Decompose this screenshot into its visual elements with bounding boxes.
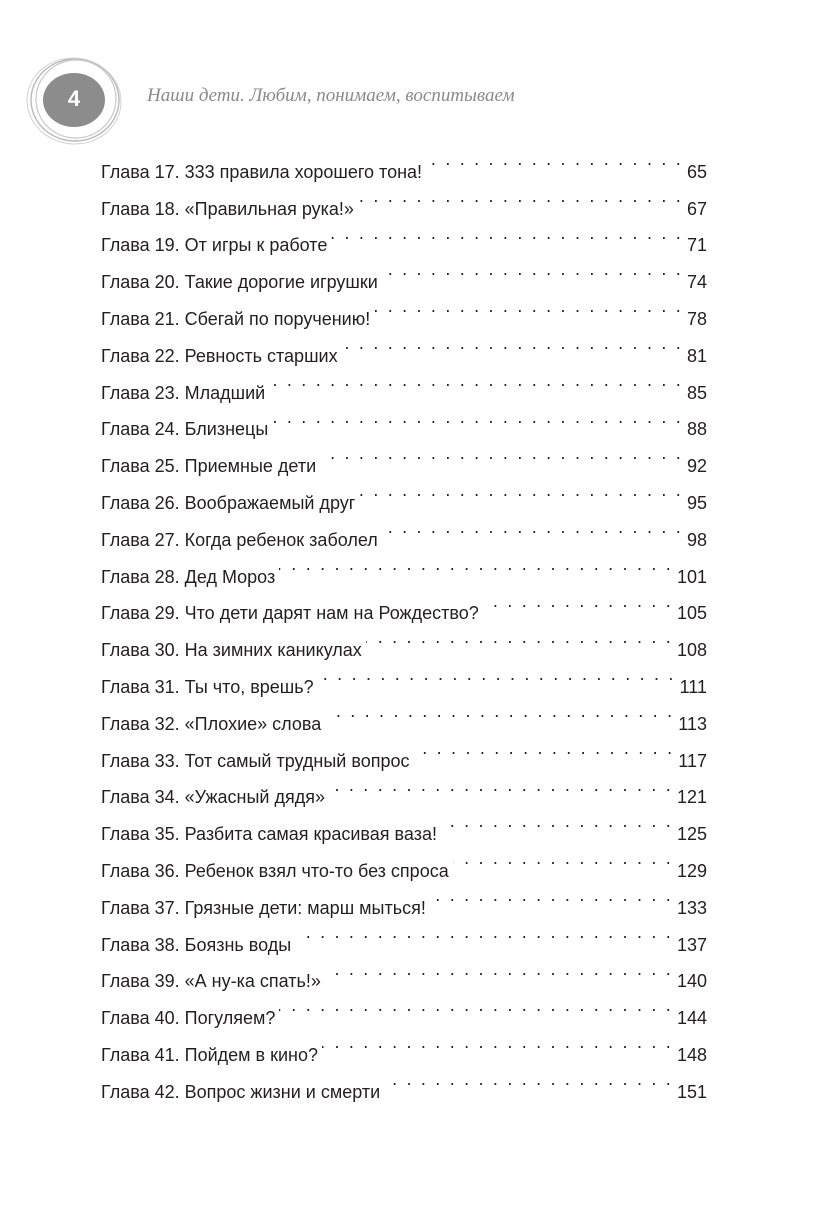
toc-entry-title: Глава 25. Приемные дети [101,456,317,477]
dot-leader [374,288,683,325]
toc-entry-page: 95 [686,492,707,513]
toc-entry-title: Глава 27. Когда ребенок заболел [101,529,378,550]
toc-entry-page: 148 [676,1044,707,1065]
toc-entry-title: Глава 17. 333 правила хорошего тона! [101,161,423,182]
toc-entry-title: Глава 21. Сбегай по поручению! [101,308,371,329]
dot-leader [322,1024,673,1061]
toc-entry-title: Глава 18. «Правильная рука!» [101,198,354,219]
toc-entry-title: Глава 38. Боязнь воды [101,934,292,955]
toc-entry-title: Глава 36. Ребенок взял что-то без спроса [101,860,449,881]
toc-entry-page: 71 [686,235,707,256]
toc-entry-page: 113 [678,713,707,734]
dot-leader [382,251,683,288]
toc-entry-page: 101 [676,566,707,587]
toc-entry-page: 81 [686,345,707,366]
toc-entry-page: 140 [676,971,707,992]
toc-entry-page: 121 [676,787,707,808]
toc-entry-title: Глава 30. На зимних каникулах [101,640,362,661]
toc-entry-page: 111 [679,676,707,697]
toc-entry-title: Глава 19. От игры к работе [101,235,328,256]
dot-leader [295,914,673,951]
toc-entry-title: Глава 22. Ревность старших [101,345,338,366]
dot-leader [359,472,683,509]
toc-entry-page: 137 [676,934,707,955]
toc-entry-title: Глава 32. «Плохие» слова [101,713,322,734]
dot-leader [453,840,673,877]
toc-entry-title: Глава 29. Что дети дарят нам на Рождество? [101,603,479,624]
toc-entry-page: 78 [686,308,707,329]
dot-leader [414,730,675,767]
toc-entry-page: 129 [676,860,707,881]
toc-entry-title: Глава 31. Ты что, врешь? [101,676,314,697]
toc-entry-page: 85 [686,382,707,403]
dot-leader [384,1061,673,1098]
toc-entry-page: 67 [686,198,707,219]
toc-entry-title: Глава 20. Такие дорогие игрушки [101,272,378,293]
dot-leader [358,178,683,215]
toc-entry-page: 108 [676,640,707,661]
dot-leader [269,362,683,399]
dot-leader [342,325,683,362]
toc-entry-page: 117 [678,750,707,771]
toc-entry-title: Глава 41. Пойдем в кино? [101,1044,318,1065]
dot-leader [441,803,673,840]
dot-leader [318,656,676,693]
toc-entry [101,141,707,182]
toc-entry-page: 98 [686,529,707,550]
table-of-contents [101,141,707,1102]
dot-leader [430,877,673,914]
dot-leader [483,583,673,620]
dot-leader [325,693,674,730]
toc-entry-page: 133 [676,897,707,918]
dot-leader [382,509,683,546]
dot-leader [320,435,683,472]
toc-entry-title: Глава 39. «А ну-ка спать!» [101,971,321,992]
toc-entry-title: Глава 40. Погуляем? [101,1008,276,1029]
dot-leader [331,215,683,252]
dot-leader [279,546,673,583]
toc-entry-page: 74 [686,272,707,293]
toc-entry-page: 65 [686,161,707,182]
toc-entry-title: Глава 26. Воображаемый друг [101,492,356,513]
dot-leader [426,141,683,178]
toc-entry-title: Глава 42. Вопрос жизни и смерти [101,1081,381,1102]
dot-leader [279,987,673,1024]
toc-entry-page: 105 [676,603,707,624]
toc-entry-title: Глава 35. Разбита самая красивая ваза! [101,824,437,845]
toc-entry-title: Глава 24. Близнецы [101,419,269,440]
toc-entry-page: 92 [686,456,707,477]
toc-entry-page: 151 [676,1081,707,1102]
toc-entry-title: Глава 37. Грязные дети: марш мыться! [101,897,426,918]
dot-leader [325,951,673,988]
dot-leader [329,767,673,804]
dot-leader [272,399,683,436]
toc-entry-page: 144 [676,1008,707,1029]
toc-entry-page: 125 [676,824,707,845]
toc-entry-title: Глава 33. Тот самый трудный вопрос [101,750,410,771]
dot-leader [366,619,673,656]
toc-entry-title: Глава 28. Дед Мороз [101,566,276,587]
toc-entry-title: Глава 34. «Ужасный дядя» [101,787,325,808]
toc-entry-page: 88 [686,419,707,440]
page-number: 4 [67,86,81,111]
running-title: Наши дети. Любим, понимаем, воспитываем [147,85,515,106]
toc-entry-title: Глава 23. Младший [101,382,266,403]
